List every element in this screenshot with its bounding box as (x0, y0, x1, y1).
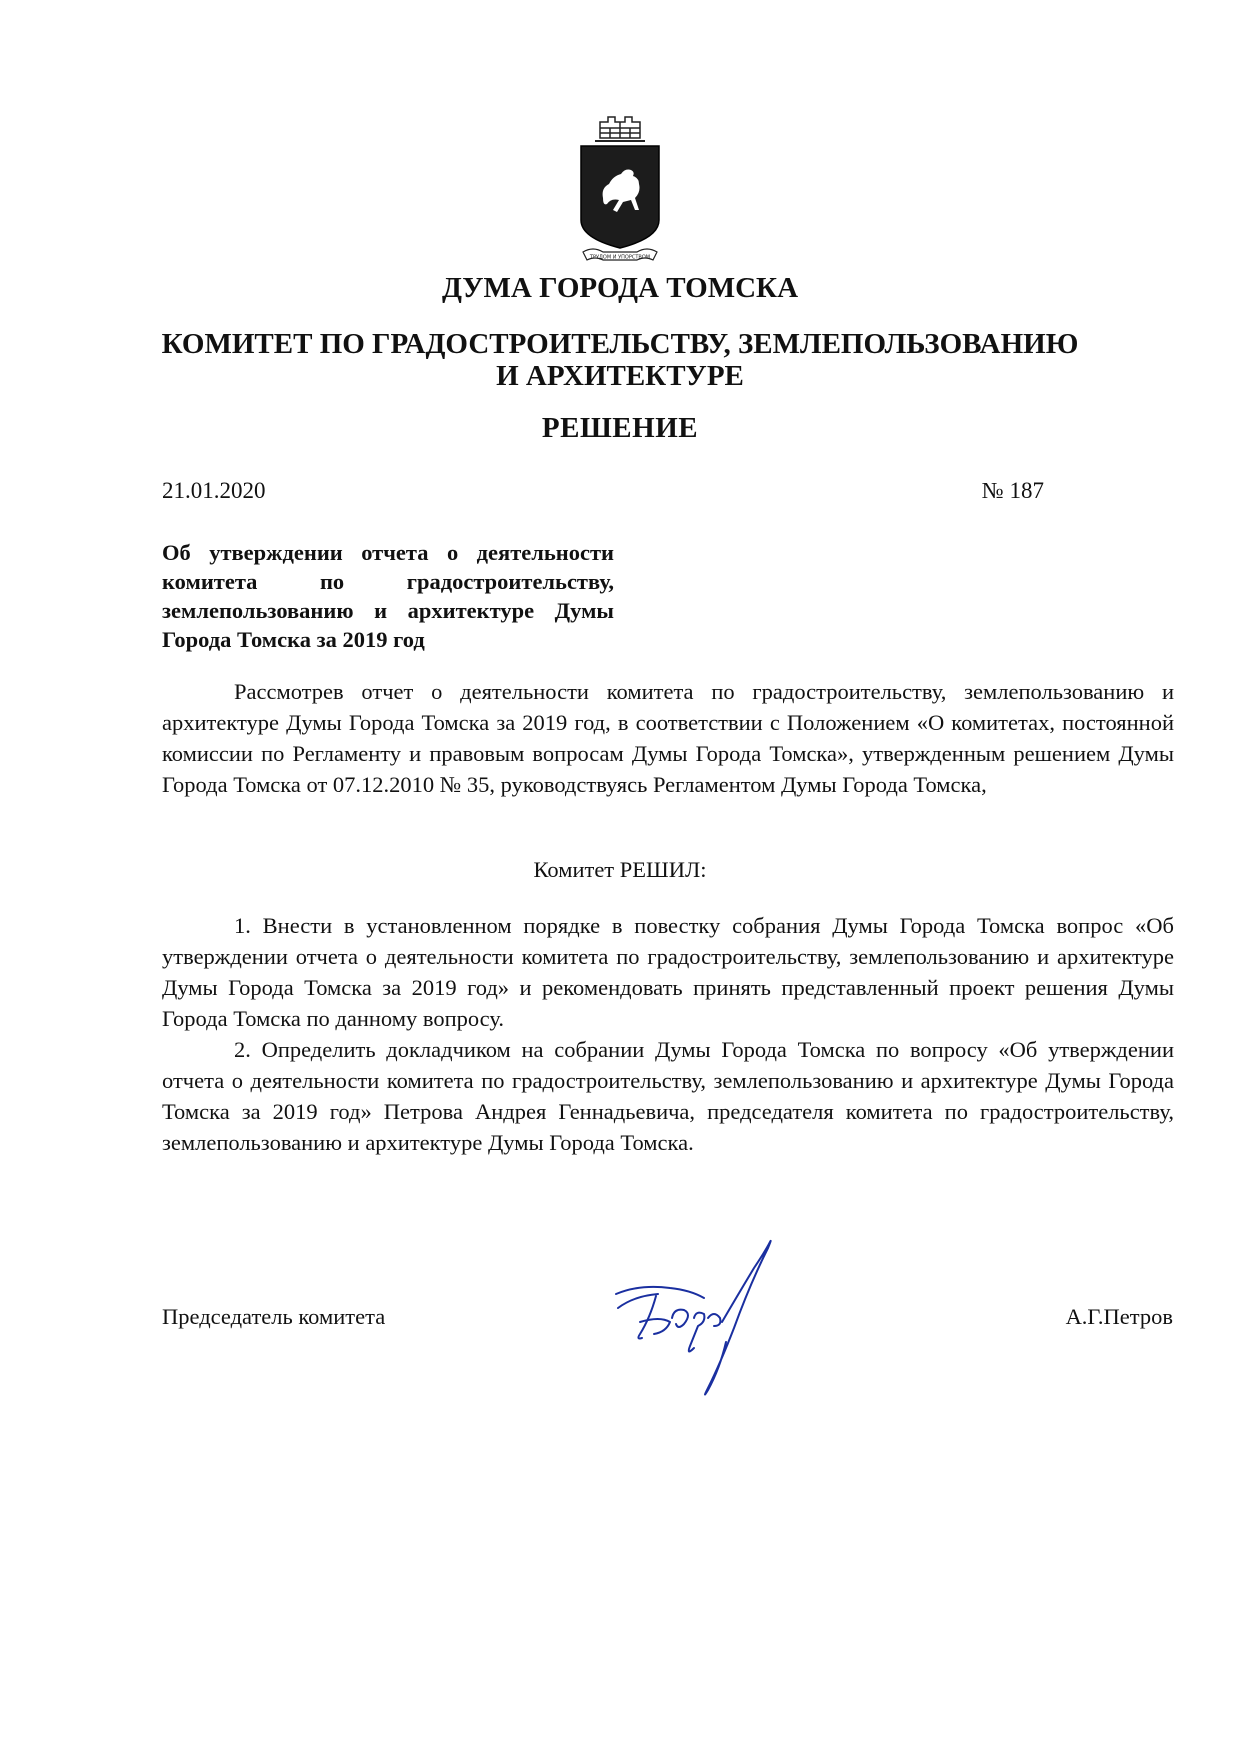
handwritten-signature (610, 1238, 810, 1413)
council-name: ДУМА ГОРОДА ТОМСКА (441, 272, 799, 304)
decision-items (162, 910, 1174, 1158)
decision-item-1: 1. Внести в установленном порядке в повестку собрания Думы Города Томска вопрос «Об утверждении отчета о деятельности комитета по градостроительству, землепользованию и архитектуре Думы Города Томска за 2019 год» и рекомендовать принять представленный проект решения Думы Города Томска по данному вопросу. (162, 913, 1174, 1031)
committee-name-line1: КОМИТЕТ ПО ГРАДОСТРОИТЕЛЬСТВУ, ЗЕМЛЕПОЛЬЗОВАНИЮ (161, 328, 1079, 360)
document-date: 21.01.2020 (162, 478, 266, 503)
committee-name-line2: И АРХИТЕКТУРЕ (496, 360, 744, 392)
document-subject: Об утверждении отчета о деятельности комитета по градостроительству, землепользованию и архитектуре Думы Города Томска за 2019 год (162, 540, 614, 652)
intro-paragraph-block (162, 676, 1174, 800)
intro-paragraph: Рассмотрев отчет о деятельности комитета по градостроительству, землепользованию и архитектуре Думы Города Томска за 2019 год, в соответствии с Положением «О комитетах, постоянной комиссии по Регламенту и правовым вопросам Думы Города Томска», утвержденным решением Думы Города Томска от 07.12.2010 № 35, руководствуясь Регламентом Думы Города Томска, (162, 679, 1174, 797)
decision-heading: Комитет РЕШИЛ: (533, 857, 707, 882)
tomsk-coat-of-arms-icon (573, 110, 667, 270)
svg-text:ТРУДОМ И УПОРСТВОМ: ТРУДОМ И УПОРСТВОМ (589, 254, 651, 261)
decision-item-2: 2. Определить докладчиком на собрании Думы Города Томска по вопросу «Об утверждении отчета о деятельности комитета по градостроительству, землепользованию и архитектуре Думы Города Томска за 2019 год» Петрова Андрея Геннадьевича, председателя комитета по градостроительству, землепользованию и архитектуре Думы Города Томска. (162, 1037, 1174, 1155)
signatory-name: А.Г.Петров (1065, 1304, 1173, 1329)
document-type: РЕШЕНИЕ (541, 412, 699, 444)
document-number: № 187 (981, 478, 1044, 503)
signatory-title: Председатель комитета (162, 1304, 386, 1329)
